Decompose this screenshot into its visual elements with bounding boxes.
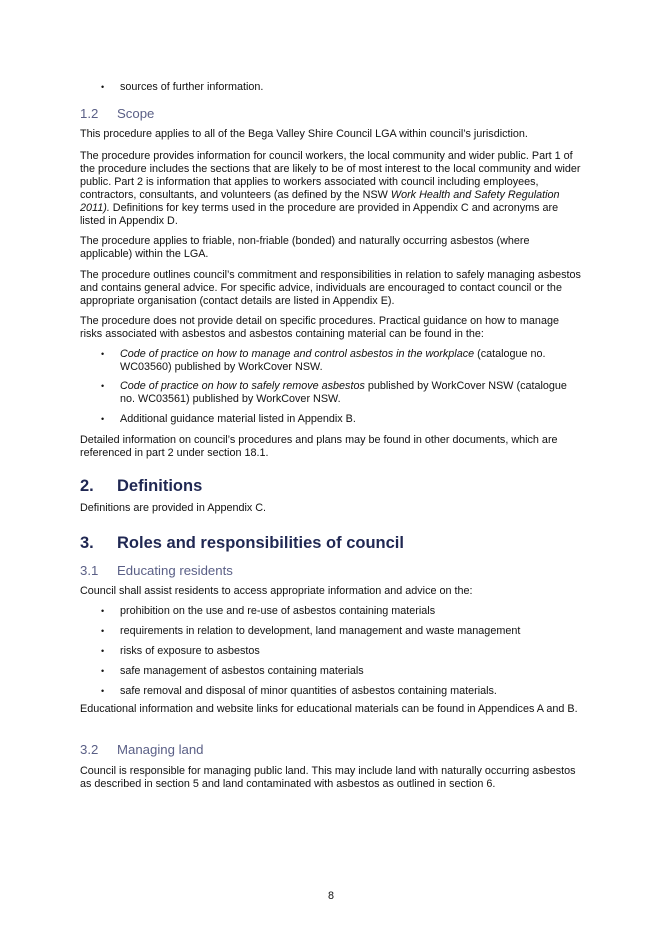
heading-3-roles: 3. Roles and responsibilities of council [80,534,404,552]
heading-1-2-scope: 1.2 Scope [80,106,155,121]
scope-paragraph-6: Detailed information on council’s procedures and plans may be found in other documents, which are referenced in part 2 under section 18.1. [80,434,558,459]
bullet-list-guidance-2 [80,380,583,406]
page-number: 8 [327,890,334,902]
list-item: • Code of practice on how to safely remove asbestos published by WorkCover NSW (catalogue no. WC03561) published by WorkCover NSW. [101,380,567,405]
list-item: • safe removal and disposal of minor quantities of asbestos containing materials. [101,685,497,697]
heading-3-1-educating: 3.1 Educating residents [80,563,233,578]
educating-paragraph-2: Educational information and website links for educational materials can be found in Appendices A and B. [80,703,578,715]
bullet-list-guidance [80,348,583,374]
bullet-list-top [80,81,583,94]
bullet-list-guidance-3 [80,413,583,426]
heading-2-definitions: 2. Definitions [80,477,203,495]
list-item: • sources of further information. [101,81,264,93]
definitions-paragraph: Definitions are provided in Appendix C. [80,502,267,514]
list-item: • prohibition on the use and re-use of asbestos containing materials [101,605,436,617]
scope-paragraph-2: The procedure provides information for council workers, the local community and wider public. Part 1 of the procedure includes the sections that are likely to be of most interest to the local community and wider public. Part 2 is information that applies to workers associated with council including employees, contractors, consultants, and volunteers (as defined by the NSW Work Health and Safety Regulation 2011). Definitions for key terms used in the procedure are provided in Appendix C and acronyms are listed in Appendix D. [80,150,581,227]
list-item: • Code of practice on how to manage and control asbestos in the workplace (catalogue no. WC03560) published by WorkCover NSW. [101,348,546,373]
list-item: • risks of exposure to asbestos [101,645,260,657]
educating-paragraph-1: Council shall assist residents to access appropriate information and advice on the: [80,585,473,597]
list-item: • Additional guidance material listed in Appendix B. [101,413,356,425]
heading-3-2-managing-land: 3.2 Managing land [80,742,204,757]
managing-land-paragraph: Council is responsible for managing public land. This may include land with naturally occurring asbestos as described in section 5 and land contaminated with asbestos as outlined in section 6. [80,765,576,790]
scope-paragraph-5: The procedure does not provide detail on specific procedures. Practical guidance on how to manage risks associated with asbestos and asbestos containing material can be found in the: [80,315,559,340]
scope-paragraph-1: This procedure applies to all of the Bega Valley Shire Council LGA within council’s jurisdiction. [80,128,528,140]
list-item: • requirements in relation to development, land management and waste management [101,625,521,637]
bullet-list-educating [80,605,583,698]
list-item: • safe management of asbestos containing materials [101,665,364,677]
scope-paragraph-4: The procedure outlines council’s commitment and responsibilities in relation to safely managing asbestos and contains general advice. For specific advice, individuals are encouraged to contact council or the appropriate organisation (contact details are listed in Appendix E). [80,269,581,307]
scope-paragraph-3: The procedure applies to friable, non-friable (bonded) and naturally occurring asbestos (where applicable) within the LGA. [80,235,530,260]
